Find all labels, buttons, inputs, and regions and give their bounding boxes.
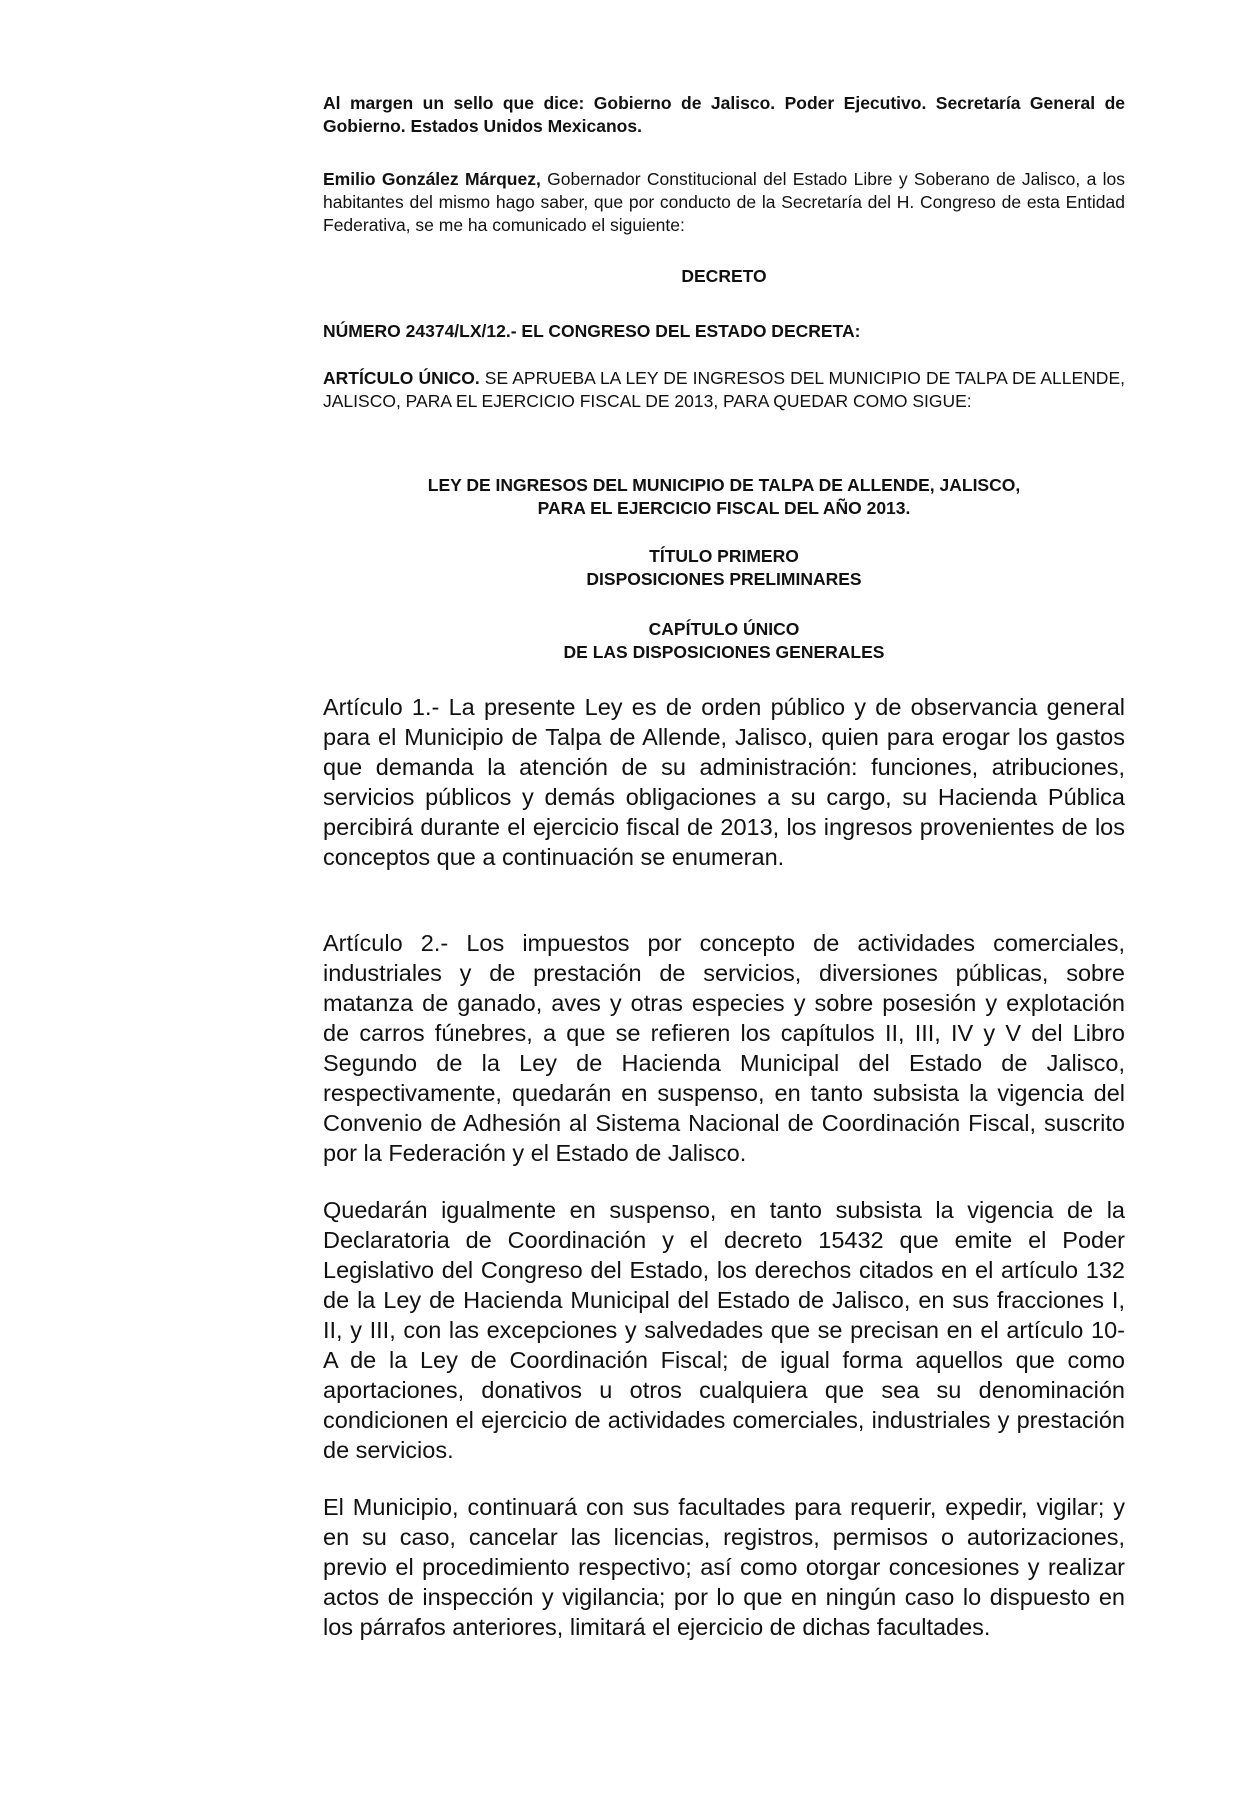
article-1: Artículo 1.- La presente Ley es de orden público y de observancia general para el Municipio de Talpa de Allende, Jalisco, quien para erogar los gastos que demanda la atención de su administración: funciones, atribuciones, servicios públicos y demás obligaciones a su cargo, su Hacienda Pública percibirá durante el ejercicio fiscal de 2013, los ingresos provenientes de los conceptos que a continuación se enumeran. xyxy=(323,694,1125,870)
article-2: Artículo 2.- Los impuestos por concepto de actividades comerciales, industriales y de prestación de servicios, diversiones públicas, sobre matanza de ganado, aves y otras especies y sobre posesión y explotación de carros fúnebres, a que se refieren los capítulos II, III, IV y V del Libro Segundo de la Ley de Hacienda Municipal del Estado de Jalisco, respectivamente, quedarán en suspenso, en tanto subsista la vigencia del Convenio de Adhesión al Sistema Nacional de Coordinación Fiscal, suscrito por la Federación y el Estado de Jalisco. xyxy=(323,930,1125,1166)
seal-note: Al margen un sello que dice: Gobierno de Jalisco. Poder Ejecutivo. Secretaría General de Gobierno. Estados Unidos Mexicanos. xyxy=(323,93,1125,136)
governor-text: Gobernador Constitucional del Estado Libre y Soberano de Jalisco, a los habitantes del mismo hago saber, que por conducto de la Secretaría del H. Congreso de esta Entidad Federativa, se me ha comunicado el siguiente: xyxy=(323,169,1125,235)
law-title-line1: LEY DE INGRESOS DEL MUNICIPIO DE TALPA DE ALLENDE, JALISCO, xyxy=(427,475,1021,495)
title-line2: DISPOSICIONES PRELIMINARES xyxy=(586,569,862,589)
law-title xyxy=(323,474,1125,520)
chapter-line1: CAPÍTULO ÚNICO xyxy=(648,619,800,639)
decree-title: DECRETO xyxy=(681,266,767,286)
title-line1: TÍTULO PRIMERO xyxy=(649,546,799,566)
paragraph-suspension: Quedarán igualmente en suspenso, en tanto subsista la vigencia de la Declaratoria de Coordinación y el decreto 15432 que emite el Poder Legislativo del Congreso del Estado, los derechos citados en el artículo 132 de la Ley de Hacienda Municipal del Estado de Jalisco, en sus fracciones I, II, y III, con las excepciones y salvedades que se precisan en el artículo 10-A de la Ley de Coordinación Fiscal; de igual forma aquellos que como aportaciones, donativos u otros cualquiera que sea su denominación condicionen el ejercicio de actividades comerciales, industriales y prestación de servicios. xyxy=(323,1197,1125,1463)
article-unique xyxy=(323,367,1125,413)
paragraph-municipio: El Municipio, continuará con sus facultades para requerir, expedir, vigilar; y en su caso, cancelar las licencias, registros, permisos o autorizaciones, previo el procedimiento respectivo; así como otorgar concesiones y realizar actos de inspección y vigilancia; por lo que en ningún caso lo dispuesto en los párrafos anteriores, limitará el ejercicio de dichas facultades. xyxy=(323,1494,1125,1640)
governor-paragraph xyxy=(323,168,1125,237)
decree-number: NÚMERO 24374/LX/12.- EL CONGRESO DEL ESTADO DECRETA: xyxy=(323,321,861,341)
chapter-heading xyxy=(323,618,1125,664)
governor-name: Emilio González Márquez, xyxy=(323,169,541,189)
article-unique-text: SE APRUEBA LA LEY DE INGRESOS DEL MUNICIPIO DE TALPA DE ALLENDE, JALISCO, PARA EL EJERCICIO FISCAL DE 2013, PARA QUEDAR COMO SIGUE: xyxy=(323,368,1125,411)
law-title-line2: PARA EL EJERCICIO FISCAL DEL AÑO 2013. xyxy=(537,498,911,518)
article-unique-label: ARTÍCULO ÚNICO. xyxy=(323,368,480,388)
chapter-line2: DE LAS DISPOSICIONES GENERALES xyxy=(563,642,885,662)
title-heading xyxy=(323,545,1125,591)
